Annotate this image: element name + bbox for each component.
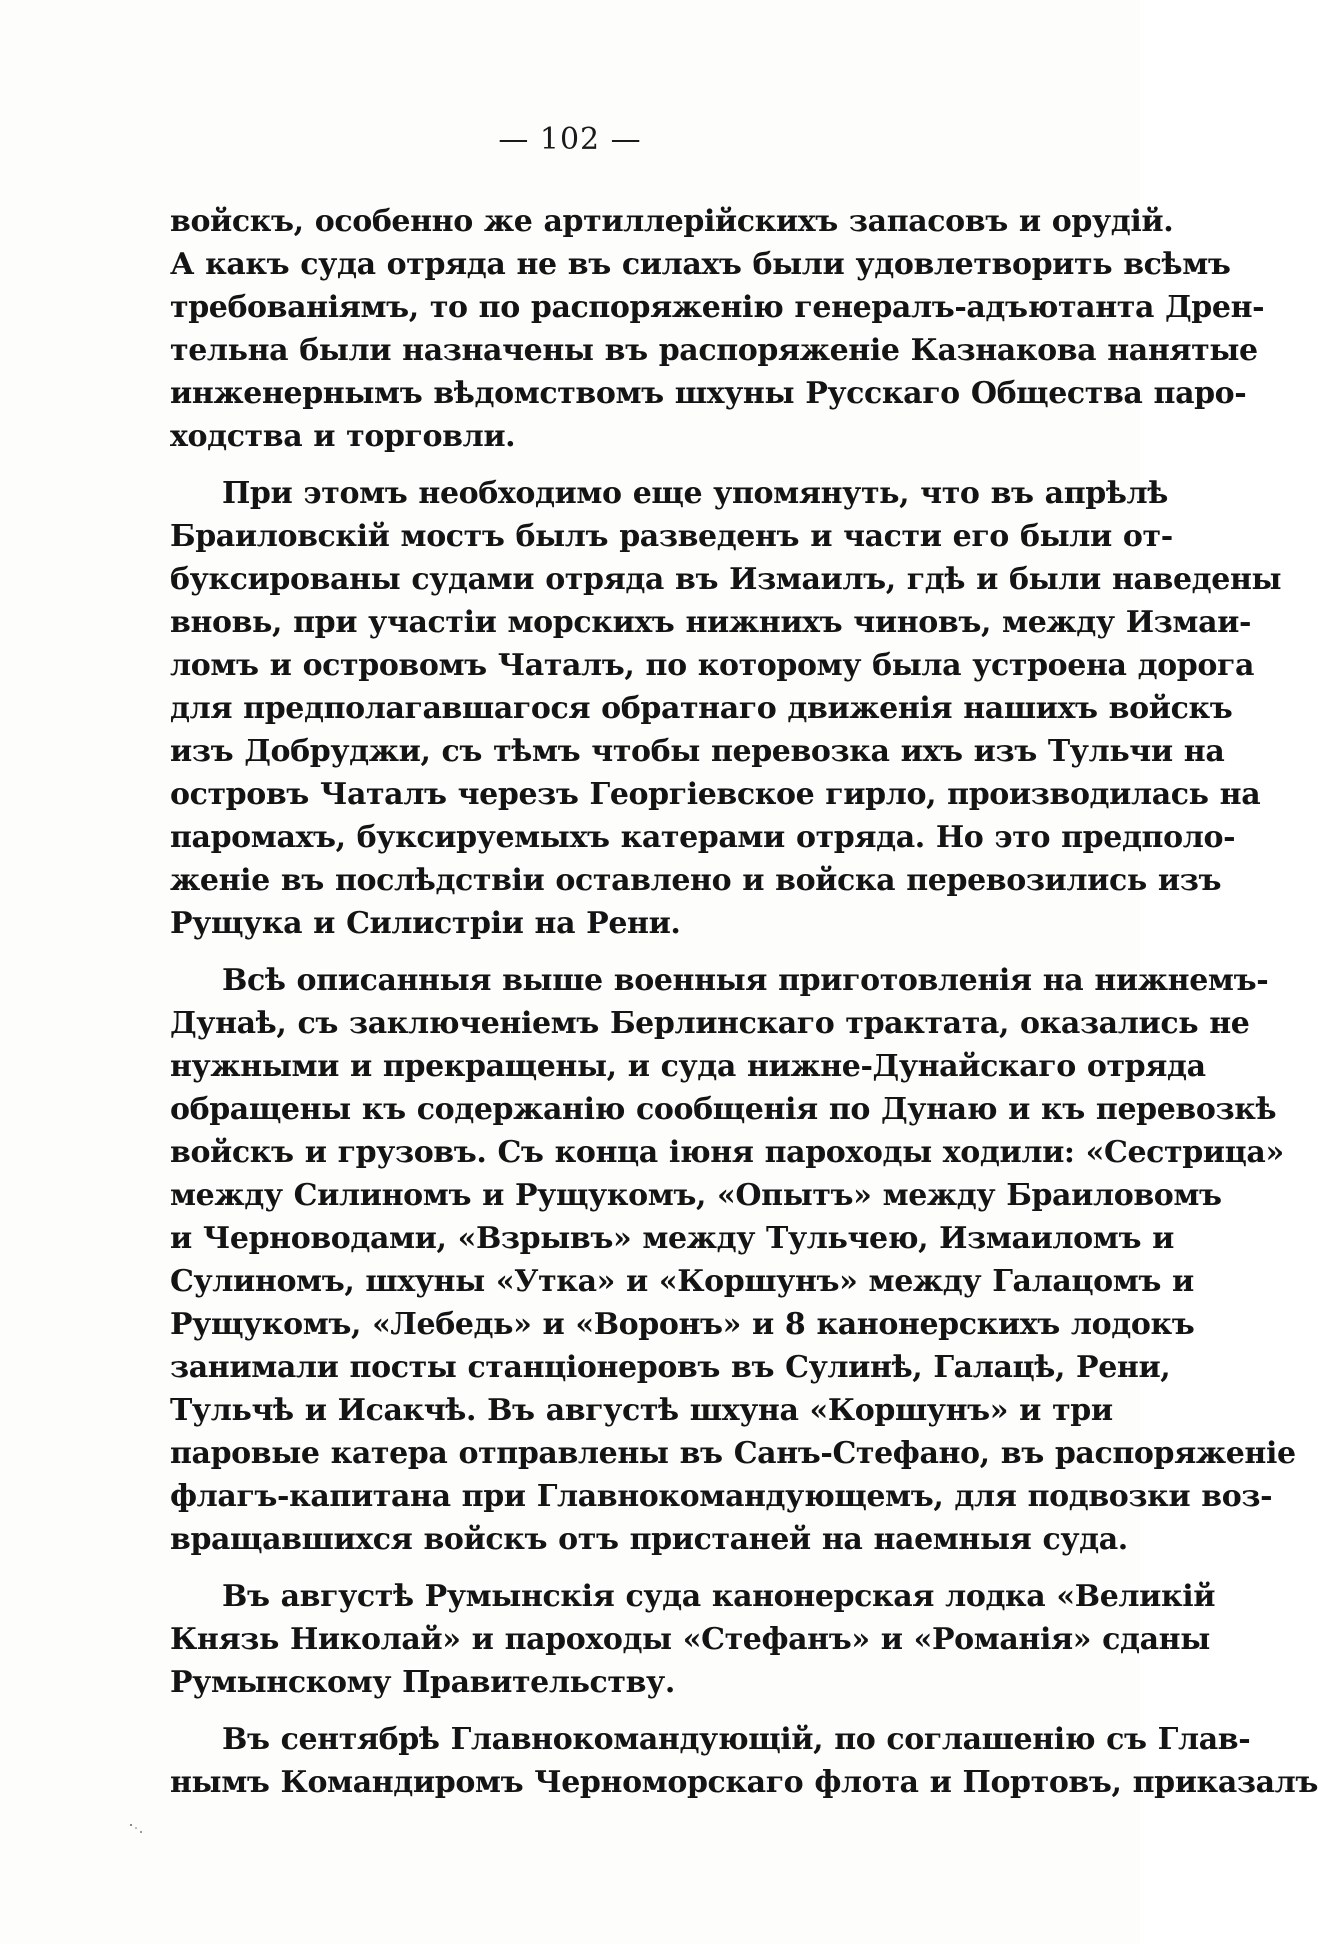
text-line: изъ Добруджи, съ тѣмъ чтобы перевозка ихъ изъ Тульчи на: [170, 734, 1225, 769]
text-line: Въ августѣ Румынскія суда канонерская лодка «Великій: [222, 1579, 1216, 1614]
paragraph-1: [170, 200, 1265, 458]
text-line: Тульчѣ и Исакчѣ. Въ августѣ шхуна «Коршунъ» и три: [170, 1393, 1113, 1428]
text-line: А какъ суда отряда не въ силахъ были удовлетворить всѣмъ: [170, 247, 1231, 282]
text-line: Рущукомъ, «Лебедь» и «Воронъ» и 8 канонерскихъ лодокъ: [170, 1307, 1195, 1342]
text-line: войскъ и грузовъ. Съ конца іюня пароходы ходили: «Сестрица»: [170, 1135, 1284, 1170]
scan-speck-mark: [128, 1822, 146, 1836]
text-line: обращены къ содержанію сообщенія по Дунаю и къ перевозкѣ: [170, 1092, 1277, 1127]
text-line: флагъ-капитана при Главнокомандующемъ, для подвозки воз-: [170, 1479, 1273, 1514]
paragraph-4: [170, 1575, 1216, 1704]
paragraph-5: [170, 1718, 1318, 1804]
text-line: для предполагавшагося обратнаго движенія нашихъ войскъ: [170, 691, 1233, 726]
page-number: — 102 —: [498, 122, 642, 157]
text-line: женіе въ послѣдствіи оставлено и войска перевозились изъ: [170, 863, 1222, 898]
text-line: нымъ Командиромъ Черноморскаго флота и Портовъ, приказалъ: [170, 1765, 1318, 1800]
text-line: тельна были назначены въ распоряженіе Казнакова нанятые: [170, 333, 1258, 368]
text-line: ходства и торговли.: [170, 419, 516, 454]
text-line: инженернымъ вѣдомствомъ шхуны Русскаго Общества паро-: [170, 376, 1247, 411]
text-line: ломъ и островомъ Чаталъ, по которому была устроена дорога: [170, 648, 1254, 683]
paragraph-2: [170, 472, 1282, 945]
text-line: Дунаѣ, съ заключеніемъ Берлинскаго трактата, оказались не: [170, 1006, 1250, 1041]
text-line: буксированы судами отряда въ Измаилъ, гдѣ и были наведены: [170, 562, 1282, 597]
text-line: вращавшихся войскъ отъ пристаней на наемныя суда.: [170, 1522, 1128, 1557]
text-line: нужными и прекращены, и суда нижне-Дунайскаго отряда: [170, 1049, 1206, 1084]
text-line: Рущука и Силистріи на Рени.: [170, 906, 681, 941]
text-line: занимали посты станціонеровъ въ Сулинѣ, Галацѣ, Рени,: [170, 1350, 1171, 1385]
text-line: между Силиномъ и Рущукомъ, «Опытъ» между Браиловомъ: [170, 1178, 1222, 1213]
text-line: паровые катера отправлены въ Санъ-Стефано, въ распоряженіе: [170, 1436, 1296, 1471]
text-line: Въ сентябрѣ Главнокомандующій, по соглашенію съ Глав-: [222, 1722, 1251, 1757]
text-line: и Черноводами, «Взрывъ» между Тульчею, Измаиломъ и: [170, 1221, 1174, 1256]
text-line: вновь, при участіи морскихъ нижнихъ чиновъ, между Измаи-: [170, 605, 1252, 640]
body-text: [170, 200, 1318, 1818]
text-line: При этомъ необходимо еще упомянуть, что въ апрѣлѣ: [222, 476, 1168, 511]
text-line: войскъ, особенно же артиллерійскихъ запасовъ и орудій.: [170, 204, 1174, 239]
paragraph-3: [170, 959, 1296, 1561]
text-line: островъ Чаталъ черезъ Георгіевское гирло, производилась на: [170, 777, 1261, 812]
text-line: Браиловскій мостъ былъ разведенъ и части его были от-: [170, 519, 1173, 554]
text-line: требованіямъ, то по распоряженію генералъ-адъютанта Дрен-: [170, 290, 1265, 325]
text-line: Румынскому Правительству.: [170, 1665, 675, 1700]
text-line: Сулиномъ, шхуны «Утка» и «Коршунъ» между Галацомъ и: [170, 1264, 1194, 1299]
text-line: Князь Николай» и пароходы «Стефанъ» и «Романія» сданы: [170, 1622, 1210, 1657]
text-line: Всѣ описанныя выше военныя приготовленія на нижнемъ-: [222, 963, 1269, 998]
text-line: паромахъ, буксируемыхъ катерами отряда. Но это предполо-: [170, 820, 1236, 855]
